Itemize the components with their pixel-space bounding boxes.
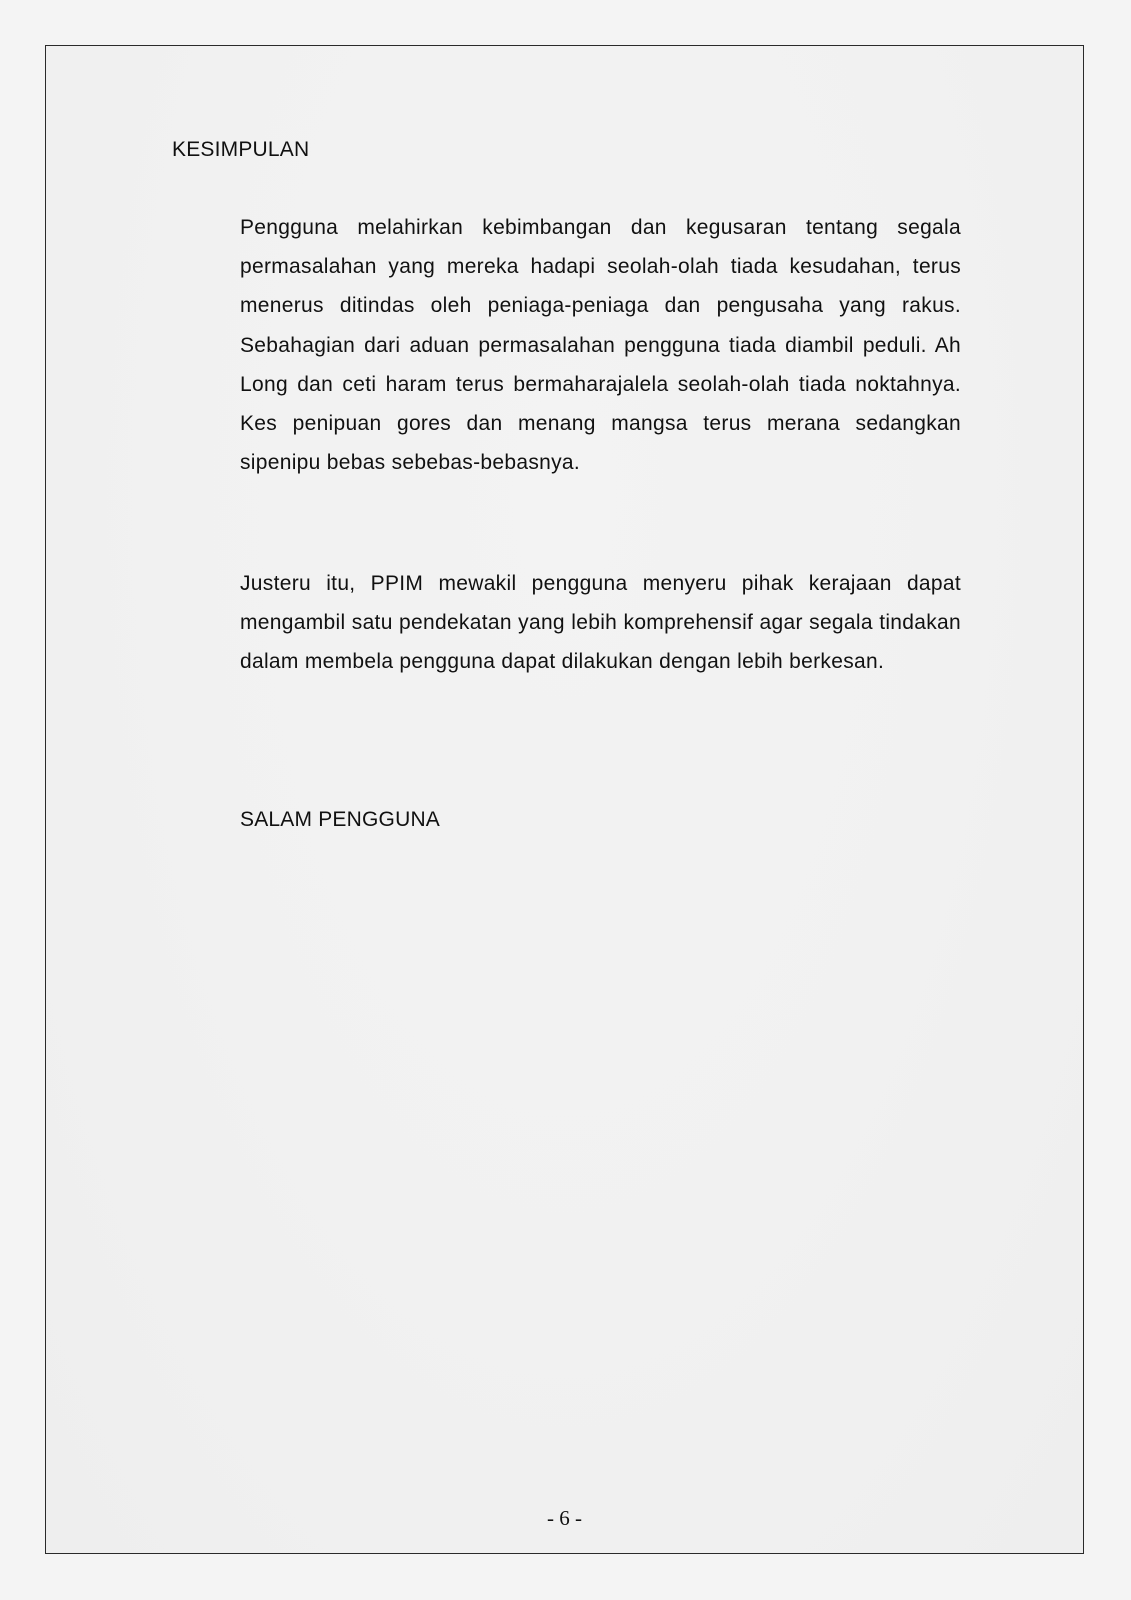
closing-text: SALAM PENGGUNA — [240, 808, 441, 831]
page-frame — [45, 45, 1084, 1554]
paragraph-2: Justeru itu, PPIM mewakil pengguna menyeru pihak kerajaan dapat mengambil satu pendekatan yang lebih komprehensif agar segala tindakan dalam membela pengguna dapat dilakukan dengan lebih berkesan. — [240, 572, 961, 674]
paragraph-1: Pengguna melahirkan kebimbangan dan kegusaran tentang segala permasalahan yang mereka hadapi seolah-olah tiada kesudahan, terus menerus ditindas oleh peniaga-peniaga dan pengusaha yang rakus. Sebahagian dari aduan permasalahan pengguna tiada diambil peduli. Ah Long dan ceti haram terus bermaharajalela seolah-olah tiada noktahnya. Kes penipuan gores dan menang mangsa terus merana sedangkan sipenipu bebas sebebas-bebasnya. — [240, 216, 961, 475]
section-heading: KESIMPULAN — [172, 138, 310, 161]
page-number: - 6 - — [547, 1506, 582, 1530]
